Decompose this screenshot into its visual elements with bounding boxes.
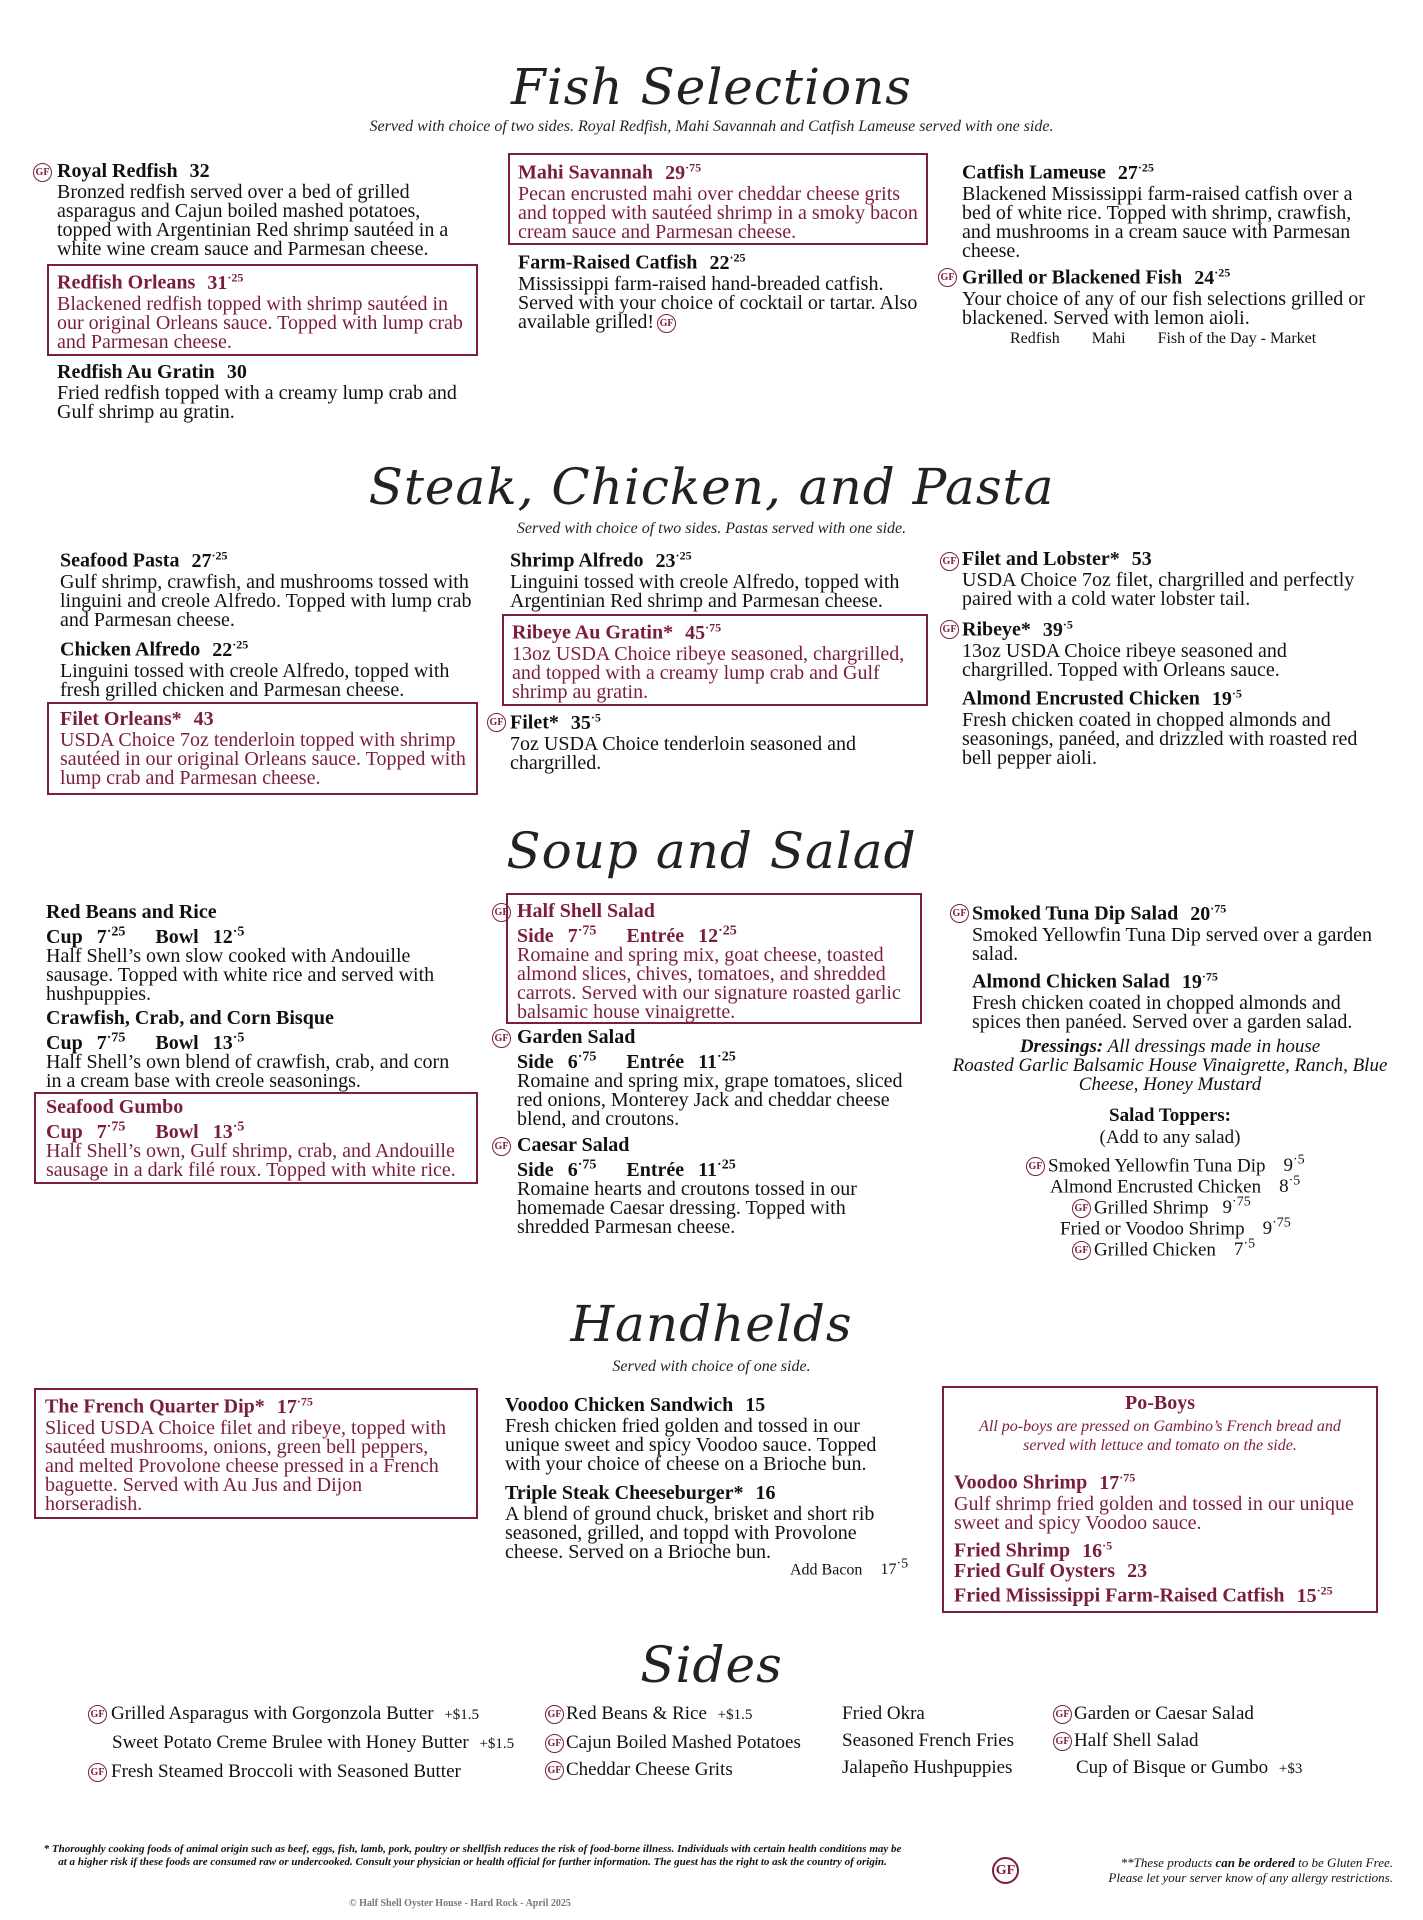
- sides-column-3: [842, 1700, 1014, 1781]
- side-item: GF Cajun Boiled Mashed Potatoes: [545, 1729, 801, 1756]
- menu-item-farm-raised-catfish: Farm-Raised Catfish $22^{\cdot 25}$ Mississippi farm-raised hand-breaded catfish. Served with your choice of cocktail or tartar. Also available grilled! GF: [518, 250, 918, 333]
- side-item: GF Half Shell Salad: [1053, 1727, 1302, 1754]
- gluten-free-icon: GF: [33, 163, 52, 182]
- menu-item-almond-chicken-salad: Almond Chicken Salad $19^{\cdot 75}$ Fresh chicken coated in chopped almonds and spices then panéed. Served over a garden salad.: [972, 969, 1353, 1033]
- gluten-free-icon: GF: [545, 1705, 564, 1724]
- menu-item-seafood-pasta: Seafood Pasta $27^{\cdot 25}$ Gulf shrimp, crawfish, and mushrooms tossed with linguini and creole Alfredo. Topped with lump crab and Parmesan cheese.: [60, 548, 472, 631]
- dressings-text: All dressings made in house: [1107, 1036, 1321, 1057]
- po-boys-description: All po-boys are pressed on Gambino’s French bread and served with lettuce and tomato on the side.: [979, 1418, 1341, 1454]
- menu-item-smoked-tuna-dip-salad: Smoked Tuna Dip Salad $20^{\cdot 75}$ Smoked Yellowfin Tuna Dip served over a garden salad.: [972, 901, 1372, 965]
- fish-option-day: Fish of the Day - Market: [1157, 329, 1317, 347]
- menu-item-filet: Filet* $35^{\cdot 5}$ 7oz USDA Choice tenderloin seasoned and chargrilled.: [510, 710, 857, 774]
- gluten-free-icon: GF: [1072, 1241, 1091, 1260]
- menu-item-caesar-salad: Caesar Salad Side $6^{\cdot 75}$ Entrée $11^{\cdot 25}$ Romaine hearts and croutons tossed in our homemade Caesar dressing. Topped with shredded Parmesan cheese.: [517, 1134, 857, 1238]
- gluten-free-icon: GF: [492, 1029, 511, 1048]
- gluten-free-icon: GF: [88, 1705, 107, 1724]
- dressings-label: Dressings:: [1019, 1036, 1104, 1057]
- fish-title: Fish Selections: [511, 58, 912, 116]
- gluten-free-icon: GF: [545, 1734, 564, 1753]
- menu-item-french-quarter-dip: The French Quarter Dip* $17^{\cdot 75}$ Sliced USDA Choice filet and ribeye, topped with sautéed mushrooms, onions, green bell peppers, and melted Provolone cheese pressed in a French baguette. Served with Au Jus and Dijon horseradish.: [45, 1394, 447, 1515]
- menu-item-filet-and-lobster: Filet and Lobster* 53 USDA Choice 7oz filet, chargrilled and perfectly paired with a cold water lobster tail.: [962, 548, 1355, 610]
- po-boys-title: Po-Boys: [1125, 1392, 1195, 1414]
- side-item: GF Cheddar Cheese Grits: [545, 1756, 801, 1783]
- menu-item-ribeye: Ribeye* $39^{\cdot 5}$ 13oz USDA Choice ribeye seasoned and chargrilled. Topped with Orleans sauce.: [962, 617, 1287, 681]
- fish-option-mahi: Mahi: [1091, 329, 1126, 347]
- menu-item-grilled-blackened-fish: Grilled or Blackened Fish $24^{\cdot 25}$ Your choice of any of our fish selections grilled or blackened. Served with lemon aioli. Redfish Mahi Fish of the Day - Market: [962, 265, 1365, 347]
- gluten-free-icon: GF: [1053, 1705, 1072, 1724]
- handhelds-title: Handhelds: [570, 1295, 853, 1353]
- menu-item-redfish-orleans: Redfish Orleans $31^{\cdot 25}$ Blackened redfish topped with shrimp sautéed in our original Orleans sauce. Topped with lump crab and Parmesan cheese.: [57, 270, 463, 353]
- side-item: Cup of Bisque or Gumbo +$3: [1076, 1757, 1303, 1778]
- dressings-block: [950, 1037, 1390, 1094]
- sides-column-4: [1053, 1700, 1302, 1783]
- gluten-free-icon: GF: [938, 268, 957, 287]
- handhelds-subtitle: Served with choice of one side.: [612, 1358, 811, 1375]
- gluten-free-legend-icon: GF: [992, 1857, 1019, 1884]
- side-item: Jalapeño Hushpuppies: [842, 1757, 1013, 1778]
- menu-item-fried-shrimp: Fried Shrimp $16^{\cdot 5}$: [954, 1538, 1113, 1562]
- menu-item-royal-redfish: Royal Redfish 32 Bronzed redfish served over a bed of grilled asparagus and Cajun boiled mashed potatoes, topped with Argentinian Red shrimp sautéed in a white wine cream sauce and Parmesan cheese.: [57, 160, 449, 260]
- menu-item-chicken-alfredo: Chicken Alfredo $22^{\cdot 25}$ Linguini tossed with creole Alfredo, topped with fresh grilled chicken and Parmesan cheese.: [60, 637, 450, 701]
- sides-column-1: [88, 1700, 514, 1785]
- menu-item-mahi-savannah: Mahi Savannah $29^{\cdot 75}$ Pecan encrusted mahi over cheddar cheese grits and topped with sautéed shrimp in a smoky bacon cream sauce and Parmesan cheese.: [518, 160, 918, 243]
- topper-item: Fried or Voodoo Shrimp $9^{\cdot 75}$: [1060, 1216, 1291, 1240]
- fish-subtitle: Served with choice of two sides. Royal Redfish, Mahi Savannah and Catfish Lameuse served with one side.: [369, 118, 1054, 135]
- gluten-free-icon: GF: [1072, 1199, 1091, 1218]
- fish-option-redfish: Redfish: [1010, 329, 1060, 347]
- gluten-free-icon: GF: [940, 552, 959, 571]
- food-safety-disclaimer: * Thoroughly cooking foods of animal origin such as beef, eggs, fish, lamb, pork, poultry or shellfish reduces the risk of food-borne illness. Individuals with certain health conditions may be at a higher risk if these foods are consumed raw or undercooked. Consult your physician or health official for further information. The guest has the right to ask the country of origin.: [43, 1843, 902, 1868]
- topper-item: GF Grilled Shrimp $9^{\cdot 75}$: [1072, 1192, 1251, 1218]
- steak-title: Steak, Chicken, and Pasta: [368, 458, 1055, 516]
- copyright: © Half Shell Oyster House - Hard Rock - April 2025: [349, 1898, 571, 1909]
- menu-item-filet-orleans: Filet Orleans* 43 USDA Choice 7oz tenderloin topped with shrimp sautéed in our original Orleans sauce. Topped with lump crab and Parmesan cheese.: [60, 708, 466, 789]
- topper-item: GF Grilled Chicken $7^{\cdot 5}$: [1072, 1234, 1255, 1260]
- menu-item-voodoo-shrimp: Voodoo Shrimp $17^{\cdot 75}$ Gulf shrimp fried golden and tossed in our unique sweet and spicy Voodoo sauce.: [954, 1470, 1354, 1534]
- gluten-free-icon: GF: [487, 713, 506, 732]
- side-item: GF Fresh Steamed Broccoli with Seasoned Butter: [88, 1758, 514, 1785]
- menu-item-fried-catfish-poboy: Fried Mississippi Farm-Raised Catfish $15^{\cdot 25}$: [954, 1583, 1333, 1607]
- side-item: Sweet Potato Creme Brulee with Honey Butter +$1.5: [112, 1732, 515, 1753]
- soup-title: Soup and Salad: [506, 822, 917, 880]
- menu-item-redfish-au-gratin: Redfish Au Gratin 30 Fried redfish topped with a creamy lump crab and Gulf shrimp au gratin.: [57, 361, 457, 423]
- gluten-free-icon: GF: [492, 903, 511, 922]
- side-item: GF Garden or Caesar Salad: [1053, 1700, 1302, 1727]
- gluten-free-icon: GF: [1053, 1732, 1072, 1751]
- gluten-free-note: **These products can be ordered to be Gluten Free. Please let your server know of any allergy restrictions.: [1108, 1855, 1393, 1885]
- topper-item: Almond Encrusted Chicken $8^{\cdot 5}$: [1050, 1174, 1301, 1198]
- side-item: Fried Okra: [842, 1703, 925, 1724]
- salad-toppers-title: Salad Toppers:: [1109, 1105, 1231, 1126]
- sides-column-2: [545, 1700, 801, 1783]
- side-item: GF Red Beans & Rice +$1.5: [545, 1700, 801, 1729]
- gluten-free-icon: GF: [88, 1763, 107, 1782]
- menu-item-catfish-lameuse: Catfish Lameuse $27^{\cdot 25}$ Blackened Mississippi farm-raised catfish over a bed of white rice. Topped with shrimp, crawfish, and mushrooms in a cream sauce with Parmesan cheese.: [962, 160, 1353, 262]
- gluten-free-icon: GF: [492, 1137, 511, 1156]
- salad-toppers-subtitle: (Add to any salad): [1099, 1127, 1241, 1148]
- gluten-free-icon: GF: [545, 1761, 564, 1780]
- side-item: GF Grilled Asparagus with Gorgonzola Butter +$1.5: [88, 1700, 514, 1729]
- menu-item-garden-salad: Garden Salad Side $6^{\cdot 75}$ Entrée $11^{\cdot 25}$ Romaine and spring mix, grape tomatoes, sliced red onions, Monterey Jack and cheddar cheese blend, and croutons.: [517, 1026, 903, 1130]
- dressings-list: Roasted Garlic Balsamic House Vinaigrette, Ranch, Blue Cheese, Honey Mustard: [952, 1055, 1388, 1095]
- gluten-free-icon: GF: [940, 620, 959, 639]
- menu-item-almond-encrusted-chicken: Almond Encrusted Chicken $19^{\cdot 5}$ Fresh chicken coated in chopped almonds and seasonings, panéed, and drizzled with roasted red bell pepper aioli.: [962, 686, 1358, 769]
- menu-item-half-shell-salad: Half Shell Salad Side $7^{\cdot 75}$ Entrée $12^{\cdot 25}$ Romaine and spring mix, goat cheese, toasted almond slices, chives, tomatoes, and shredded carrots. Served with our signature roasted garlic balsamic house vinaigrette.: [517, 900, 901, 1023]
- gluten-free-icon: GF: [950, 904, 969, 923]
- sides-title: Sides: [640, 1636, 783, 1694]
- menu-item-triple-steak-cheeseburger: Triple Steak Cheeseburger* 16 A blend of ground chuck, brisket and short rib seasoned, grilled, and toppd with Provolone cheese. Served on a Brioche bun.: [505, 1482, 875, 1563]
- steak-subtitle: Served with choice of two sides. Pastas served with one side.: [516, 520, 907, 537]
- menu-item-red-beans-rice: Red Beans and Rice Cup $7^{\cdot 25}$ Bowl $12^{\cdot 5}$ Half Shell’s own slow cooked with Andouille sausage. Topped with white rice and served with hushpuppies.: [46, 901, 435, 1005]
- menu-item-shrimp-alfredo: Shrimp Alfredo $23^{\cdot 25}$ Linguini tossed with creole Alfredo, topped with Argentinian Red shrimp and Parmesan cheese.: [510, 548, 900, 612]
- menu-item-seafood-gumbo: Seafood Gumbo Cup $7^{\cdot 75}$ Bowl $13^{\cdot 5}$ Half Shell’s own, Gulf shrimp, crab, and Andouille sausage in a dark filé roux. Topped with white rice.: [46, 1096, 456, 1181]
- menu-item-crawfish-bisque: Crawfish, Crab, and Corn Bisque Cup $7^{\cdot 75}$ Bowl $13^{\cdot 5}$ Half Shell’s own blend of crawfish, crab, and corn in a cream base with creole seasonings.: [46, 1007, 450, 1092]
- menu-item-voodoo-chicken-sandwich: Voodoo Chicken Sandwich 15 Fresh chicken fried golden and tossed in our unique sweet and spicy Voodoo sauce. Topped with your choice of cheese on a Brioche bun.: [505, 1394, 877, 1475]
- menu-item-ribeye-au-gratin: Ribeye Au Gratin* $45^{\cdot 75}$ 13oz USDA Choice ribeye seasoned, chargrilled, and topped with a creamy lump crab and Gulf shrimp au gratin.: [512, 620, 905, 703]
- gluten-free-icon: GF: [657, 314, 676, 333]
- gluten-free-icon: GF: [1026, 1157, 1045, 1176]
- add-bacon: Add Bacon $17^{\cdot 5}$: [790, 1557, 909, 1579]
- menu-item-fried-gulf-oysters: Fried Gulf Oysters 23: [954, 1560, 1148, 1582]
- side-item: Seasoned French Fries: [842, 1730, 1015, 1751]
- topper-item: GF Smoked Yellowfin Tuna Dip $9^{\cdot 5}$: [1026, 1150, 1305, 1176]
